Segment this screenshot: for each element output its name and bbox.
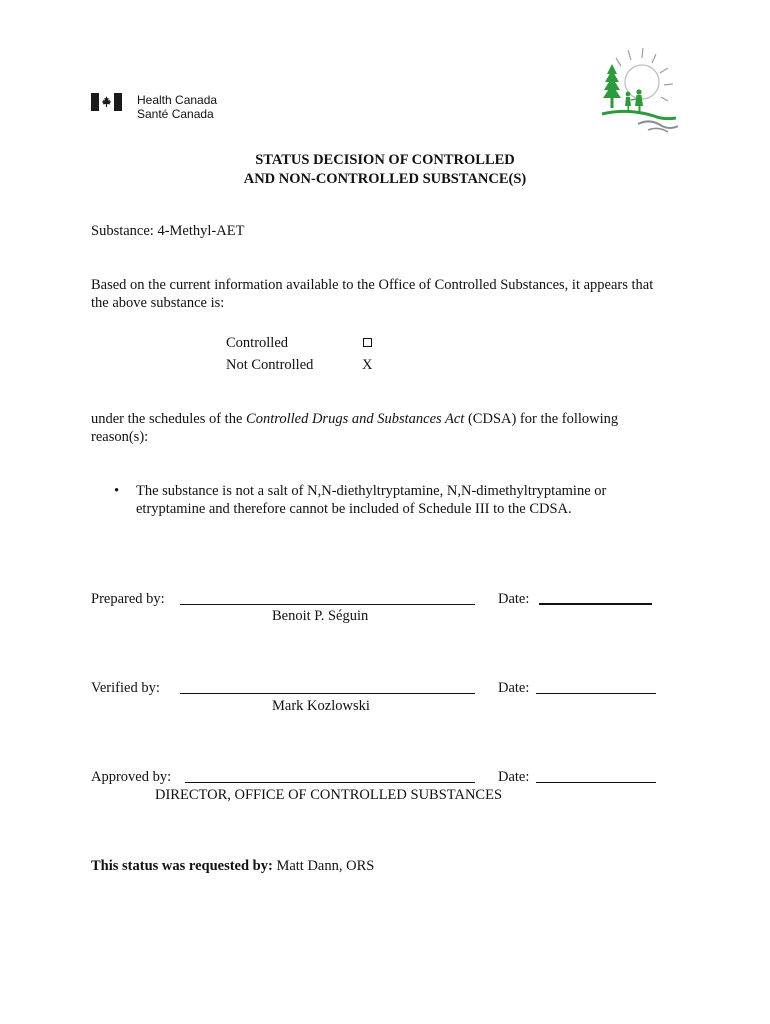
verified-signature-line (180, 693, 475, 694)
intro-line2: the above substance is: (91, 295, 225, 311)
sun-tree-family-icon (598, 46, 678, 134)
status-option-label-not-controlled: Not Controlled (226, 357, 314, 373)
requested-by (91, 857, 374, 875)
reason-bullet: • (114, 483, 120, 499)
under-prefix: under the schedules of the (91, 411, 247, 427)
approved-signature-line (185, 782, 475, 783)
intro-line1: Based on the current information available to the Office of Controlled Substances, it appears that (91, 277, 654, 293)
approved-by-label: Approved by: (91, 769, 172, 785)
approved-date-label: Date: (498, 769, 530, 785)
under-suffix: (CDSA) for the following (464, 411, 619, 427)
canada-flag-icon (91, 93, 122, 111)
program-logo (598, 46, 678, 134)
verified-date-label: Date: (498, 680, 530, 696)
org-name-en: Health Canada (137, 93, 218, 107)
not-controlled-mark: X (362, 357, 373, 373)
requested-by-label: This status was requested by: (91, 858, 273, 874)
prepared-signature-line (180, 604, 475, 605)
prepared-by-name: Benoit P. Séguin (272, 608, 369, 624)
verified-by-label: Verified by: (91, 680, 160, 696)
document-title-line2: AND NON-CONTROLLED SUBSTANCE(S) (243, 171, 527, 187)
prepared-date-line (539, 603, 652, 605)
flag-logo (91, 93, 122, 111)
prepared-date-label: Date: (498, 591, 530, 607)
reason-line2: etryptamine and therefore cannot be included of Schedule III to the CDSA. (136, 501, 572, 517)
act-name: Controlled Drugs and Substances Act (246, 411, 465, 427)
reason-line1: The substance is not a salt of N,N-diethyltryptamine, N,N-dimethyltryptamine or (136, 483, 607, 499)
status-option-label-controlled: Controlled (226, 335, 289, 351)
requested-by-value: Matt Dann, ORS (276, 858, 375, 874)
under-line2: reason(s): (91, 429, 149, 445)
verified-by-name: Mark Kozlowski (272, 698, 370, 714)
under-line1 (91, 410, 618, 428)
approved-by-name: DIRECTOR, OFFICE OF CONTROLLED SUBSTANCES (155, 787, 503, 803)
document-title-line1: STATUS DECISION OF CONTROLLED (255, 152, 515, 168)
substance-line: Substance: 4-Methyl-AET (91, 223, 245, 239)
org-name-fr: Santé Canada (137, 107, 214, 121)
controlled-checkbox (363, 338, 372, 347)
approved-date-line (536, 782, 656, 783)
verified-date-line (536, 693, 656, 694)
prepared-by-label: Prepared by: (91, 591, 165, 607)
